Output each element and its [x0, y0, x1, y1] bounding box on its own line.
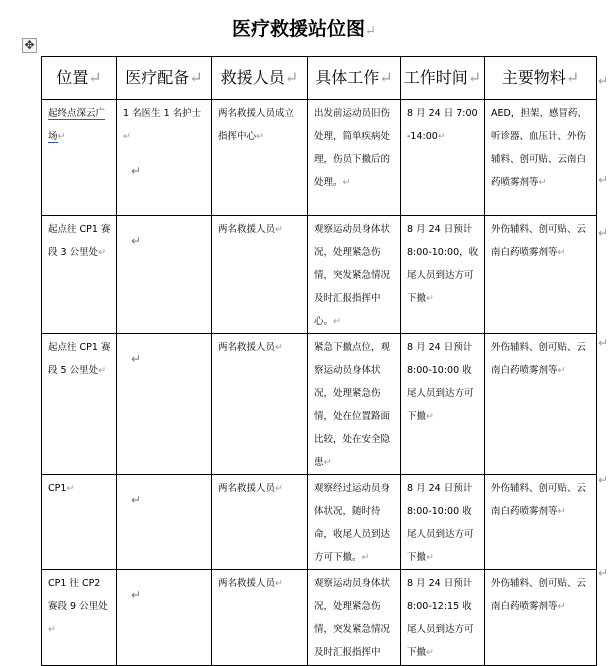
rescue-station-table: [41, 56, 597, 666]
cell-supplies[interactable]: 外伤辅料、创可贴、云南白药喷雾剂等↵: [485, 570, 597, 666]
cell-supplies[interactable]: 外伤辅料、创可贴、云南白药喷雾剂等↵: [485, 216, 597, 334]
header-equipment: 医疗配备↵: [117, 57, 212, 100]
table-move-handle-icon[interactable]: ✥: [22, 38, 37, 53]
cell-equipment[interactable]: ↵: [117, 475, 212, 570]
cell-staff[interactable]: 两名救援人员↵: [212, 334, 308, 475]
cell-equipment[interactable]: 1 名医生 1 名护士↵ ↵: [117, 100, 212, 216]
cell-supplies[interactable]: 外伤辅料、创可贴、云南白药喷雾剂等↵: [485, 475, 597, 570]
cell-staff[interactable]: 两名救援人员↵: [212, 570, 308, 666]
header-work: 具体工作↵: [308, 57, 401, 100]
row-end-mark-icon: ↵: [598, 173, 608, 187]
cell-work[interactable]: 观察运动员身体状况，处理紧急伤情，突发紧急情况及时汇报指挥中心。↵: [308, 216, 401, 334]
title-text: 医疗救援站位图: [232, 18, 366, 40]
cell-location[interactable]: CP1 往 CP2 赛段 9 公里处↵: [42, 570, 117, 666]
table-row: [42, 475, 597, 570]
cell-equipment[interactable]: ↵: [117, 216, 212, 334]
cell-supplies[interactable]: 外伤辅料、创可贴、云南白药喷雾剂等↵: [485, 334, 597, 475]
cell-staff[interactable]: 两名救援人员成立指挥中心↵: [212, 100, 308, 216]
cell-location[interactable]: 起终点深云广场↵: [42, 100, 117, 216]
header-location: 位置↵: [42, 57, 117, 100]
row-end-mark-icon: ↵: [598, 74, 608, 88]
cell-staff[interactable]: 两名救援人员↵: [212, 475, 308, 570]
table-row: [42, 334, 597, 475]
cell-location[interactable]: CP1↵: [42, 475, 117, 570]
row-end-mark-icon: ↵: [598, 473, 608, 487]
cell-work[interactable]: 观察运动员身体状况，处理紧急伤情，突发紧急情况及时汇报指挥中: [308, 570, 401, 666]
table-header-row: [42, 57, 597, 100]
header-time: 工作时间↵: [401, 57, 485, 100]
cell-time[interactable]: 8 月 24 日预计 8:00-12:15 收尾人员到达方可下撤↵: [401, 570, 485, 666]
table-row: [42, 100, 597, 216]
header-supplies: 主要物料↵: [485, 57, 597, 100]
row-end-mark-icon: ↵: [598, 336, 608, 350]
cell-work[interactable]: 出发前运动员旧伤处理，简单疾病处理，伤员下撤后的处理。↵: [308, 100, 401, 216]
row-end-mark-icon: ↵: [598, 566, 608, 580]
table-row: [42, 570, 597, 666]
cell-time[interactable]: 8 月 24 日 7:00-14:00↵: [401, 100, 485, 216]
cell-location[interactable]: 起点往 CP1 赛段 3 公里处↵: [42, 216, 117, 334]
cell-staff[interactable]: 两名救援人员↵: [212, 216, 308, 334]
cell-supplies[interactable]: AED，担架、感冒药、听诊器、血压计、外伤辅料、创可贴、云南白药喷雾剂等↵: [485, 100, 597, 216]
table-row: [42, 216, 597, 334]
header-staff: 救援人员↵: [212, 57, 308, 100]
row-end-mark-icon: ↵: [598, 226, 608, 240]
cell-work[interactable]: 紧急下撤点位，观察运动员身体状况，处理紧急伤情，处在位置路面比较，处在安全隐患↵: [308, 334, 401, 475]
cell-time[interactable]: 8 月 24 日预计 8:00-10:00 收尾人员到达方可下撤↵: [401, 334, 485, 475]
cell-equipment[interactable]: ↵: [117, 570, 212, 666]
document-title: [0, 14, 608, 41]
cell-time[interactable]: 8 月 24 日预计 8:00-10:00，收尾人员到达方可下撤↵: [401, 216, 485, 334]
cell-location[interactable]: 起点往 CP1 赛段 5 公里处↵: [42, 334, 117, 475]
cell-equipment[interactable]: ↵: [117, 334, 212, 475]
cell-work[interactable]: 观察经过运动员身体状况，随时待命，收尾人员到达方可下撤。↵: [308, 475, 401, 570]
paragraph-mark-icon: ↵: [365, 24, 376, 39]
cell-time[interactable]: 8 月 24 日预计 8:00-10:00 收尾人员到达方可下撤↵: [401, 475, 485, 570]
